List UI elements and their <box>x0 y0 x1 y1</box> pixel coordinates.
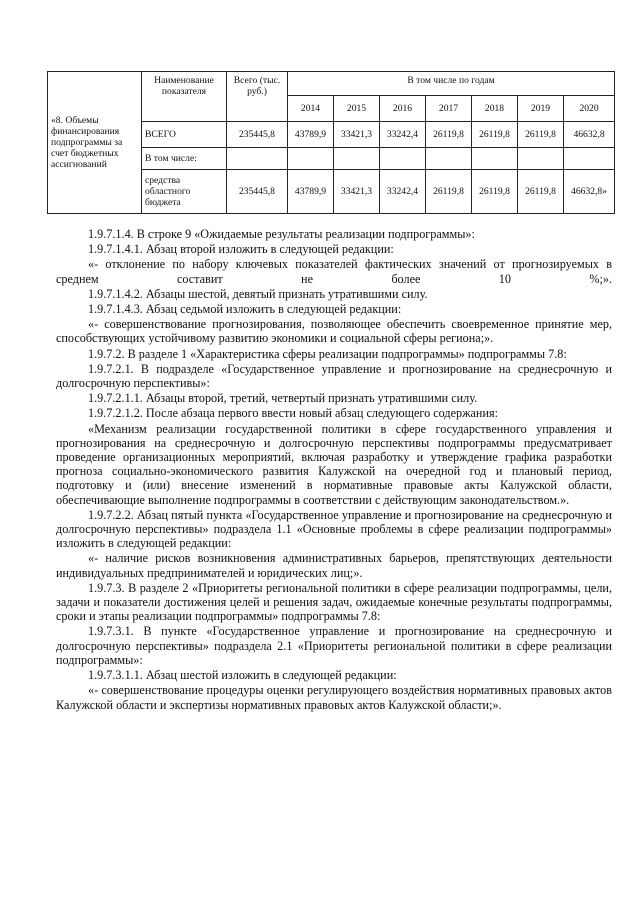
paragraph: 1.9.7.2.1. В подразделе «Государственное управление и прогнозирование на среднесрочную и долгосрочную перспективы»: <box>56 361 612 391</box>
year-value: 46632,8» <box>564 170 615 214</box>
year-value: 43789,9 <box>288 122 334 148</box>
indicator-header: Наименование показателя <box>142 72 227 122</box>
paragraph: 1.9.7.2.2. Абзац пятый пункта «Государственное управление и прогнозирование на среднесрочную и долгосрочную перспективы» подраздела 1.1 «Основные проблемы в сфере реализации подпрограммы» изложить в следующей редакции: <box>56 507 612 551</box>
year-header: 2020 <box>564 96 615 122</box>
paragraph: 1.9.7.2. В разделе 1 «Характеристика сферы реализации подпрограммы» подпрограммы 7.8: <box>88 346 567 361</box>
year-value: 46632,8 <box>564 122 615 148</box>
section-label: «8. Объемы финансирования подпрограммы за счет бюджетных ассигнований <box>51 115 123 170</box>
total-value: 235445,8 <box>227 170 288 214</box>
paragraph: «- наличие рисков возникновения административных барьеров, препятствующих деятельности индивидуальных предпринимателей и юридических лиц;». <box>56 551 612 580</box>
years-header: В том числе по годам <box>288 72 615 96</box>
paragraph: 1.9.7.3.1.1. Абзац шестой изложить в следующей редакции: <box>88 668 397 683</box>
indicator-name: средства областного бюджета <box>142 170 227 214</box>
year-header: 2019 <box>518 96 564 122</box>
paragraph: «Механизм реализации государственной политики в сфере государственного управления и прогнозирования на среднесрочную и долгосрочную перспективы подпрограммы предусматривает проведение организационных мероприятий, включая разработку и утверждение графика разработки прогноза социально-экономического развития Калужской на очередной год и плановый период, подготовку и (или) внесение изменений в нормативные правовые акты Калужской области, обеспечивающие выполнение подпрограммы в соответствии с действующим законодательством.». <box>56 421 612 507</box>
section-label-cell <box>48 72 142 214</box>
paragraph: 1.9.7.2.1.2. После абзаца первого ввести новый абзац следующего содержания: <box>88 406 498 421</box>
paragraph: 1.9.7.3.1. В пункте «Государственное управление и прогнозирование на среднесрочную и долгосрочную перспективы» подраздела 2.1 «Приоритеты региональной политики в сфере реализации подпрограммы»: <box>56 624 612 667</box>
paragraph: «- совершенствование процедуры оценки регулирующего воздействия нормативных правовых актов Калужской области и экспертизы нормативных правовых актов Калужской области;». <box>56 683 612 712</box>
year-value: 26119,8 <box>426 170 472 214</box>
paragraph: 1.9.7.1.4.1. Абзац второй изложить в следующей редакции: <box>88 242 394 257</box>
year-value: 26119,8 <box>472 122 518 148</box>
paragraph: «- совершенствование прогнозирования, позволяющее обеспечить своевременное принятие мер, способствующих устойчивому развитию экономики и социальной сферы региона;». <box>56 317 612 346</box>
paragraph: 1.9.7.1.4.2. Абзацы шестой, девятый признать утратившими силу. <box>88 286 428 301</box>
indicator-name: В том числе: <box>142 148 227 170</box>
indicator-name: ВСЕГО <box>142 122 227 148</box>
year-value: 26119,8 <box>518 122 564 148</box>
year-value: 26119,8 <box>518 170 564 214</box>
year-header: 2014 <box>288 96 334 122</box>
year-value: 26119,8 <box>426 122 472 148</box>
year-header: 2018 <box>472 96 518 122</box>
total-value: 235445,8 <box>227 122 288 148</box>
year-header: 2016 <box>380 96 426 122</box>
paragraph: 1.9.7.1.4. В строке 9 «Ожидаемые результаты реализации подпрограммы»: <box>88 227 475 241</box>
year-header: 2017 <box>426 96 472 122</box>
year-value: 33242,4 <box>380 122 426 148</box>
paragraph: «- отклонение по набору ключевых показателей фактических значений от прогнозируемых в среднем составит не более 10 %;». <box>56 257 612 286</box>
paragraph: 1.9.7.3. В разделе 2 «Приоритеты региональной политики в сфере реализации подпрограммы, цели, задачи и показатели достижения целей и решения задач, ожидаемые конечные результаты подпрограммы, сроки и этапы реализации подпрограммы» подпрограммы 7.8: <box>56 580 612 624</box>
year-value: 26119,8 <box>472 170 518 214</box>
amendments-text <box>56 227 612 713</box>
year-value: 33421,3 <box>334 122 380 148</box>
year-value: 33421,3 <box>334 170 380 214</box>
paragraph: 1.9.7.1.4.3. Абзац седьмой изложить в следующей редакции: <box>88 302 402 317</box>
year-value: 33242,4 <box>380 170 426 214</box>
total-header: Всего (тыс. руб.) <box>227 72 288 122</box>
year-value: 43789,9 <box>288 170 334 214</box>
year-header: 2015 <box>334 96 380 122</box>
financing-table <box>47 71 615 214</box>
paragraph: 1.9.7.2.1.1. Абзацы второй, третий, четвертый признать утратившими силу. <box>88 391 478 406</box>
